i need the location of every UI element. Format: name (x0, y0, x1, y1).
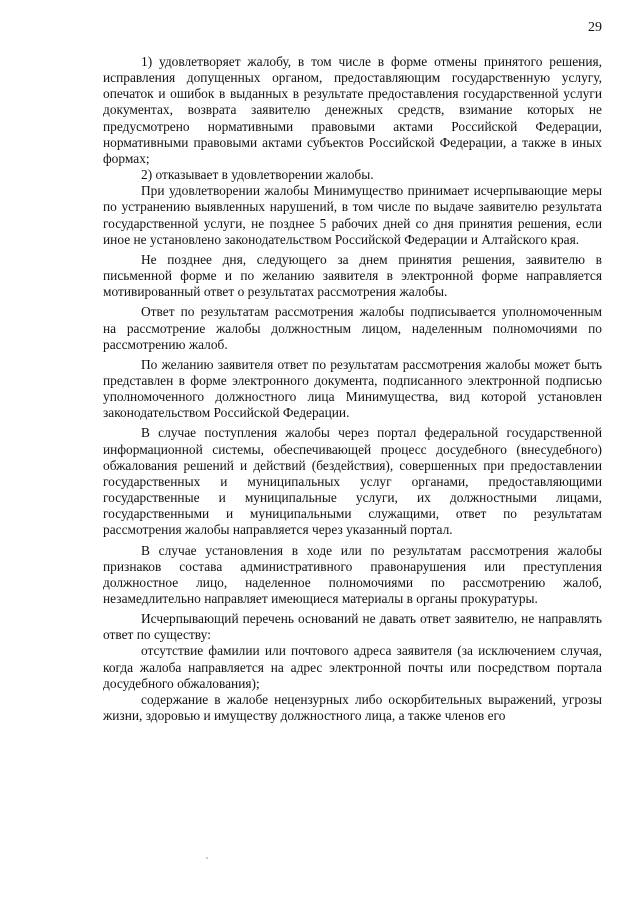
paragraph-11: содержание в жалобе нецензурных либо оскорбительных выражений, угрозы жизни, здоровью и имуществу должностного лица, а также членов его (103, 691, 602, 724)
paragraph-10: отсутствие фамилии или почтового адреса заявителя (за исключением случая, когда жалоба направляется на адрес электронной почты или посредством портала досудебного обжалования); (103, 643, 602, 691)
paragraph-9: Исчерпывающий перечень оснований не давать ответ заявителю, не направлять ответ по существу: (103, 611, 602, 643)
page-number: 29 (588, 20, 602, 35)
paragraph-5: Ответ по результатам рассмотрения жалобы подписывается уполномоченным на рассмотрение жалобы должностным лицом, наделенным полномочиями по рассмотрению жалоб. (103, 304, 602, 352)
paragraph-1: 1) удовлетворяет жалобу, в том числе в форме отмены принятого решения, исправления допущенных органом, предоставляющим государственную услугу, опечаток и ошибок в выданных в результате предоставления государственной услуги документах, возврата заявителю денежных средств, взимание которых не предусмотрено нормативными правовыми актами Российской Федерации, нормативными правовыми актами субъектов Российской Федерации, а также в иных формах; (103, 54, 602, 166)
document-body (103, 54, 602, 724)
paragraph-2: 2) отказывает в удовлетворении жалобы. (141, 167, 374, 183)
paragraph-3: При удовлетворении жалобы Минимущество принимает исчерпывающие меры по устранению выявленных нарушений, в том числе по выдаче заявителю результата государственной услуги, не позднее 5 рабочих дней со дня принятия решения, если иное не установлено законодательством Российской Федерации и Алтайского края. (103, 183, 602, 247)
paragraph-4: Не позднее дня, следующего за днем принятия решения, заявителю в письменной форме и по желанию заявителя в электронной форме направляется мотивированный ответ о результатах рассмотрения жалобы. (103, 251, 602, 300)
paragraph-6: По желанию заявителя ответ по результатам рассмотрения жалобы может быть представлен в форме электронного документа, подписанного электронной подписью уполномоченного должностного лица Минимущества, вид которой установлен законодательством Российской Федерации. (103, 356, 602, 421)
paragraph-7: В случае поступления жалобы через портал федеральной государственной информационной системы, обеспечивающей процесс досудебного (внесудебного) обжалования решений и действий (бездействия), совершенных при предоставлении государственных и муниципальных услуг органами, предоставляющими государственные и муниципальные услуги, их должностными лицами, государственными и муниципальными служащими, ответ по результатам рассмотрения жалобы направляется через указанный портал. (103, 425, 602, 538)
scan-speck (206, 857, 208, 859)
paragraph-8: В случае установления в ходе или по результатам рассмотрения жалобы признаков состава административного правонарушения или преступления должностное лицо, наделенное полномочиями по рассмотрению жалоб, незамедлительно направляет имеющиеся материалы в органы прокуратуры. (103, 542, 602, 606)
